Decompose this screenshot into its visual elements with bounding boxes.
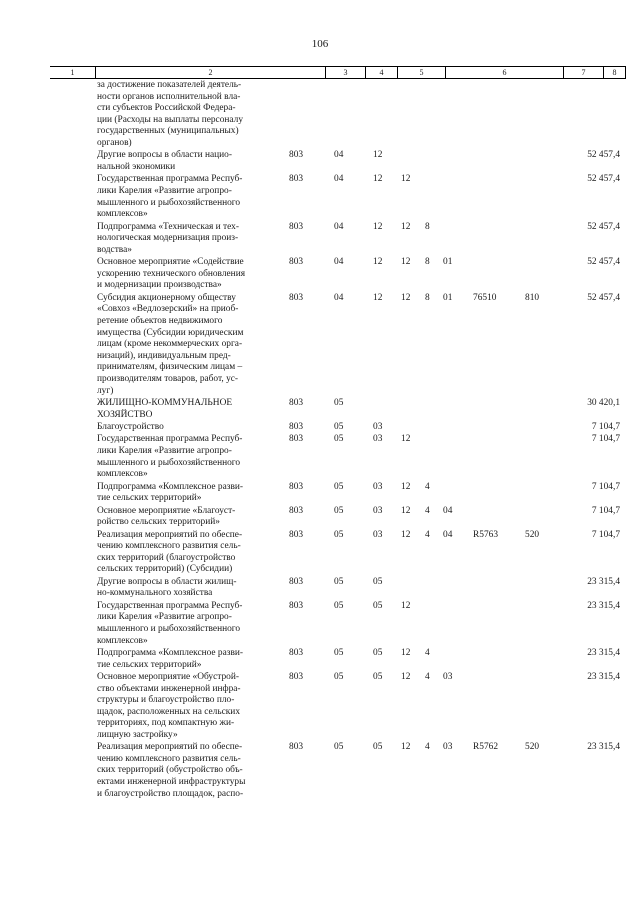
description-line: комплексов» [97, 209, 148, 220]
description-line: и благоустройство площадок, распо- [97, 788, 244, 799]
row-description [97, 293, 275, 397]
table-row [0, 422, 640, 434]
amount: 23 315,4 [587, 576, 620, 587]
description-line: нальной экономики [97, 161, 176, 172]
table-row [0, 293, 640, 398]
podrazdel-code: 03 [373, 434, 383, 445]
description-line: лицам (кроме некоммерческих орга- [97, 339, 243, 350]
podrazdel-code: 03 [373, 481, 383, 492]
description-line: мышленного и рыбохозяйственного [97, 197, 241, 208]
razdel-code: 05 [334, 529, 344, 540]
table-row [0, 434, 640, 481]
amount: 7 104,7 [591, 529, 620, 540]
measure-code: 01 [443, 292, 453, 303]
amount: 52 457,4 [587, 292, 620, 303]
description-line: лищную застройку» [97, 729, 178, 740]
vedomstvo-code: 803 [289, 742, 304, 753]
description-line: мышленного и рыбохозяйственного [97, 623, 241, 634]
header-col-4: 4 [365, 67, 397, 78]
podrazdel-code: 05 [373, 576, 383, 587]
description-line: ройство сельских территорий» [97, 517, 220, 528]
amount: 23 315,4 [587, 742, 620, 753]
amount: 7 104,7 [591, 421, 620, 432]
expense-type-code: 520 [525, 742, 540, 753]
podrazdel-code: 12 [373, 292, 383, 303]
description-line: производителям товаров, работ, ус- [97, 373, 239, 384]
podrazdel-code: 03 [373, 505, 383, 516]
vedomstvo-code: 803 [289, 397, 304, 408]
description-line: низаций), индивидуальным пред- [97, 350, 231, 361]
description-line: Основное мероприятие «Обустрой- [97, 671, 239, 682]
table-row [0, 482, 640, 506]
podrazdel-code: 12 [373, 257, 383, 268]
vedomstvo-code: 803 [289, 221, 304, 232]
vedomstvo-code: 803 [289, 600, 304, 611]
description-line: ции (Расходы на выплаты персоналу [97, 114, 244, 125]
amount: 7 104,7 [591, 434, 620, 445]
table-row [0, 577, 640, 601]
razdel-code: 05 [334, 742, 344, 753]
description-line: территориях, под компактную жи- [97, 718, 235, 729]
description-line: за достижение показателей деятель- [97, 80, 242, 90]
vedomstvo-code: 803 [289, 434, 304, 445]
description-line: и модернизации производства» [97, 280, 222, 291]
direction-code: 76510 [473, 292, 497, 303]
program-code: 12 [401, 742, 411, 753]
description-line: Основное мероприятие «Содействие [97, 257, 244, 268]
podrazdel-code: 05 [373, 647, 383, 658]
row-description [97, 672, 275, 742]
vedomstvo-code: 803 [289, 257, 304, 268]
program-code: 12 [401, 434, 411, 445]
podrazdel-code: 05 [373, 671, 383, 682]
razdel-code: 05 [334, 600, 344, 611]
description-line: комплексов» [97, 469, 148, 480]
description-line: Государственная программа Респуб- [97, 174, 243, 185]
table-row [0, 150, 640, 174]
description-line: лики Карелия «Развитие агропро- [97, 445, 232, 456]
description-line: лики Карелия «Развитие агропро- [97, 185, 232, 196]
program-code: 12 [401, 221, 411, 232]
vedomstvo-code: 803 [289, 671, 304, 682]
measure-code: 04 [443, 505, 453, 516]
program-code: 12 [401, 257, 411, 268]
expense-type-code: 520 [525, 529, 540, 540]
description-line: Подпрограмма «Комплексное разви- [97, 647, 244, 658]
description-line: мышленного и рыбохозяйственного [97, 457, 241, 468]
table-row [0, 742, 640, 801]
vedomstvo-code: 803 [289, 174, 304, 185]
razdel-code: 05 [334, 505, 344, 516]
subprogram-code: 8 [425, 221, 430, 232]
razdel-code: 04 [334, 221, 344, 232]
description-line: органов) [97, 137, 132, 148]
description-line: ХОЗЯЙСТВО [97, 409, 153, 420]
row-description [97, 601, 275, 647]
podrazdel-code: 12 [373, 150, 383, 161]
description-line: Подпрограмма «Техническая и тех- [97, 221, 239, 232]
page-number: 106 [311, 38, 329, 50]
description-line: ство объектами инженерной инфра- [97, 683, 241, 694]
table-row [0, 80, 640, 150]
description-line: Субсидия акционерному обществу [97, 292, 236, 303]
row-description [97, 174, 275, 220]
measure-code: 03 [443, 671, 453, 682]
razdel-code: 04 [334, 174, 344, 185]
amount: 23 315,4 [587, 600, 620, 611]
description-line: государственных (муниципальных) [97, 126, 239, 137]
row-description [97, 530, 275, 576]
program-code: 12 [401, 292, 411, 303]
description-line: но-коммунального хозяйства [97, 588, 213, 599]
table-row [0, 222, 640, 258]
header-col-1: 1 [70, 68, 75, 77]
description-line: имущества (Субсидии юридическим [97, 327, 244, 338]
table-row [0, 530, 640, 577]
table-row [0, 174, 640, 221]
row-description [97, 222, 275, 257]
expense-type-code: 810 [525, 292, 540, 303]
row-description [97, 648, 275, 671]
row-description [97, 257, 275, 292]
description-line: чению комплексного развития сель- [97, 753, 241, 764]
header-col-8: 8 [603, 67, 626, 78]
header-col-7: 7 [563, 67, 603, 78]
amount: 52 457,4 [587, 150, 620, 161]
row-description [97, 434, 275, 480]
header-col-3: 3 [325, 67, 365, 78]
description-line: чению комплексного развития сель- [97, 541, 241, 552]
amount: 7 104,7 [591, 481, 620, 492]
description-line: ности органов исполнительной вла- [97, 91, 241, 102]
row-description [97, 150, 275, 173]
vedomstvo-code: 803 [289, 481, 304, 492]
amount: 23 315,4 [587, 647, 620, 658]
table-body [0, 80, 640, 801]
podrazdel-code: 12 [373, 221, 383, 232]
razdel-code: 04 [334, 292, 344, 303]
podrazdel-code: 05 [373, 600, 383, 611]
description-line: щадок, расположенных на сельских [97, 706, 241, 717]
vedomstvo-code: 803 [289, 529, 304, 540]
program-code: 12 [401, 505, 411, 516]
razdel-code: 05 [334, 421, 344, 432]
razdel-code: 05 [334, 434, 344, 445]
subprogram-code: 4 [425, 529, 430, 540]
podrazdel-code: 03 [373, 529, 383, 540]
subprogram-code: 8 [425, 257, 430, 268]
program-code: 12 [401, 174, 411, 185]
description-line: нологическая модернизация произ- [97, 233, 239, 244]
row-description [97, 577, 275, 600]
description-line: ектами инженерной инфраструктуры [97, 777, 246, 788]
description-line: структуры и благоустройство пло- [97, 695, 235, 706]
razdel-code: 05 [334, 576, 344, 587]
measure-code: 03 [443, 742, 453, 753]
table-row [0, 506, 640, 530]
row-description [97, 482, 275, 505]
program-code: 12 [401, 529, 411, 540]
vedomstvo-code: 803 [289, 421, 304, 432]
vedomstvo-code: 803 [289, 576, 304, 587]
direction-code: R5763 [473, 529, 499, 540]
row-description [97, 422, 275, 434]
vedomstvo-code: 803 [289, 292, 304, 303]
program-code: 12 [401, 481, 411, 492]
description-line: Основное мероприятие «Благоуст- [97, 505, 236, 516]
description-line: Реализация мероприятий по обеспе- [97, 529, 243, 540]
direction-code: R5762 [473, 742, 499, 753]
razdel-code: 05 [334, 481, 344, 492]
razdel-code: 04 [334, 150, 344, 161]
amount: 7 104,7 [591, 505, 620, 516]
razdel-code: 05 [334, 647, 344, 658]
vedomstvo-code: 803 [289, 505, 304, 516]
subprogram-code: 4 [425, 742, 430, 753]
amount: 23 315,4 [587, 671, 620, 682]
header-col-5: 5 [397, 67, 445, 78]
description-line: Государственная программа Респуб- [97, 434, 243, 445]
subprogram-code: 4 [425, 481, 430, 492]
description-line: принимателям, физическим лицам – [97, 362, 243, 373]
description-line: комплексов» [97, 635, 148, 646]
table-header [50, 66, 626, 79]
description-line: тие сельских территорий» [97, 659, 202, 670]
description-line: ЖИЛИЩНО-КОММУНАЛЬНОЕ [97, 397, 233, 408]
description-line: водства» [97, 244, 132, 255]
subprogram-code: 4 [425, 671, 430, 682]
subprogram-code: 8 [425, 292, 430, 303]
vedomstvo-code: 803 [289, 647, 304, 658]
description-line: Другие вопросы в области нацио- [97, 150, 232, 161]
description-line: Государственная программа Респуб- [97, 600, 243, 611]
description-line: тие сельских территорий» [97, 493, 202, 504]
razdel-code: 05 [334, 397, 344, 408]
program-code: 12 [401, 600, 411, 611]
description-line: Реализация мероприятий по обеспе- [97, 742, 243, 753]
amount: 52 457,4 [587, 174, 620, 185]
description-line: лики Карелия «Развитие агропро- [97, 612, 232, 623]
header-col-2: 2 [95, 67, 325, 78]
header-col-6: 6 [445, 67, 563, 78]
razdel-code: 05 [334, 671, 344, 682]
description-line: сельских территорий) (Субсидии) [97, 564, 233, 575]
description-line: «Совхоз «Ведлозерский» на приоб- [97, 304, 239, 315]
row-description [97, 742, 275, 800]
program-code: 12 [401, 671, 411, 682]
description-line: ских территорий (благоустройство [97, 552, 236, 563]
table-row [0, 398, 640, 422]
description-line: Подпрограмма «Комплексное разви- [97, 481, 244, 492]
table-row [0, 257, 640, 293]
razdel-code: 04 [334, 257, 344, 268]
description-line: Благоустройство [97, 421, 164, 432]
program-code: 12 [401, 647, 411, 658]
amount: 52 457,4 [587, 257, 620, 268]
description-line: ретение объектов недвижимого [97, 315, 223, 326]
podrazdel-code: 03 [373, 421, 383, 432]
row-description [97, 398, 275, 421]
table-row [0, 672, 640, 742]
description-line: ских территорий (обустройство объ- [97, 765, 243, 776]
podrazdel-code: 05 [373, 742, 383, 753]
table-row [0, 601, 640, 648]
table-row [0, 648, 640, 672]
row-description [97, 506, 275, 529]
description-line: Другие вопросы в области жилищ- [97, 576, 237, 587]
subprogram-code: 4 [425, 505, 430, 516]
description-line: ускорению технического обновления [97, 268, 246, 279]
description-line: луг) [97, 385, 114, 396]
row-description [97, 80, 275, 150]
podrazdel-code: 12 [373, 174, 383, 185]
vedomstvo-code: 803 [289, 150, 304, 161]
amount: 52 457,4 [587, 221, 620, 232]
description-line: сти субъектов Российской Федера- [97, 103, 236, 114]
measure-code: 04 [443, 529, 453, 540]
measure-code: 01 [443, 257, 453, 268]
amount: 30 420,1 [587, 397, 620, 408]
subprogram-code: 4 [425, 647, 430, 658]
